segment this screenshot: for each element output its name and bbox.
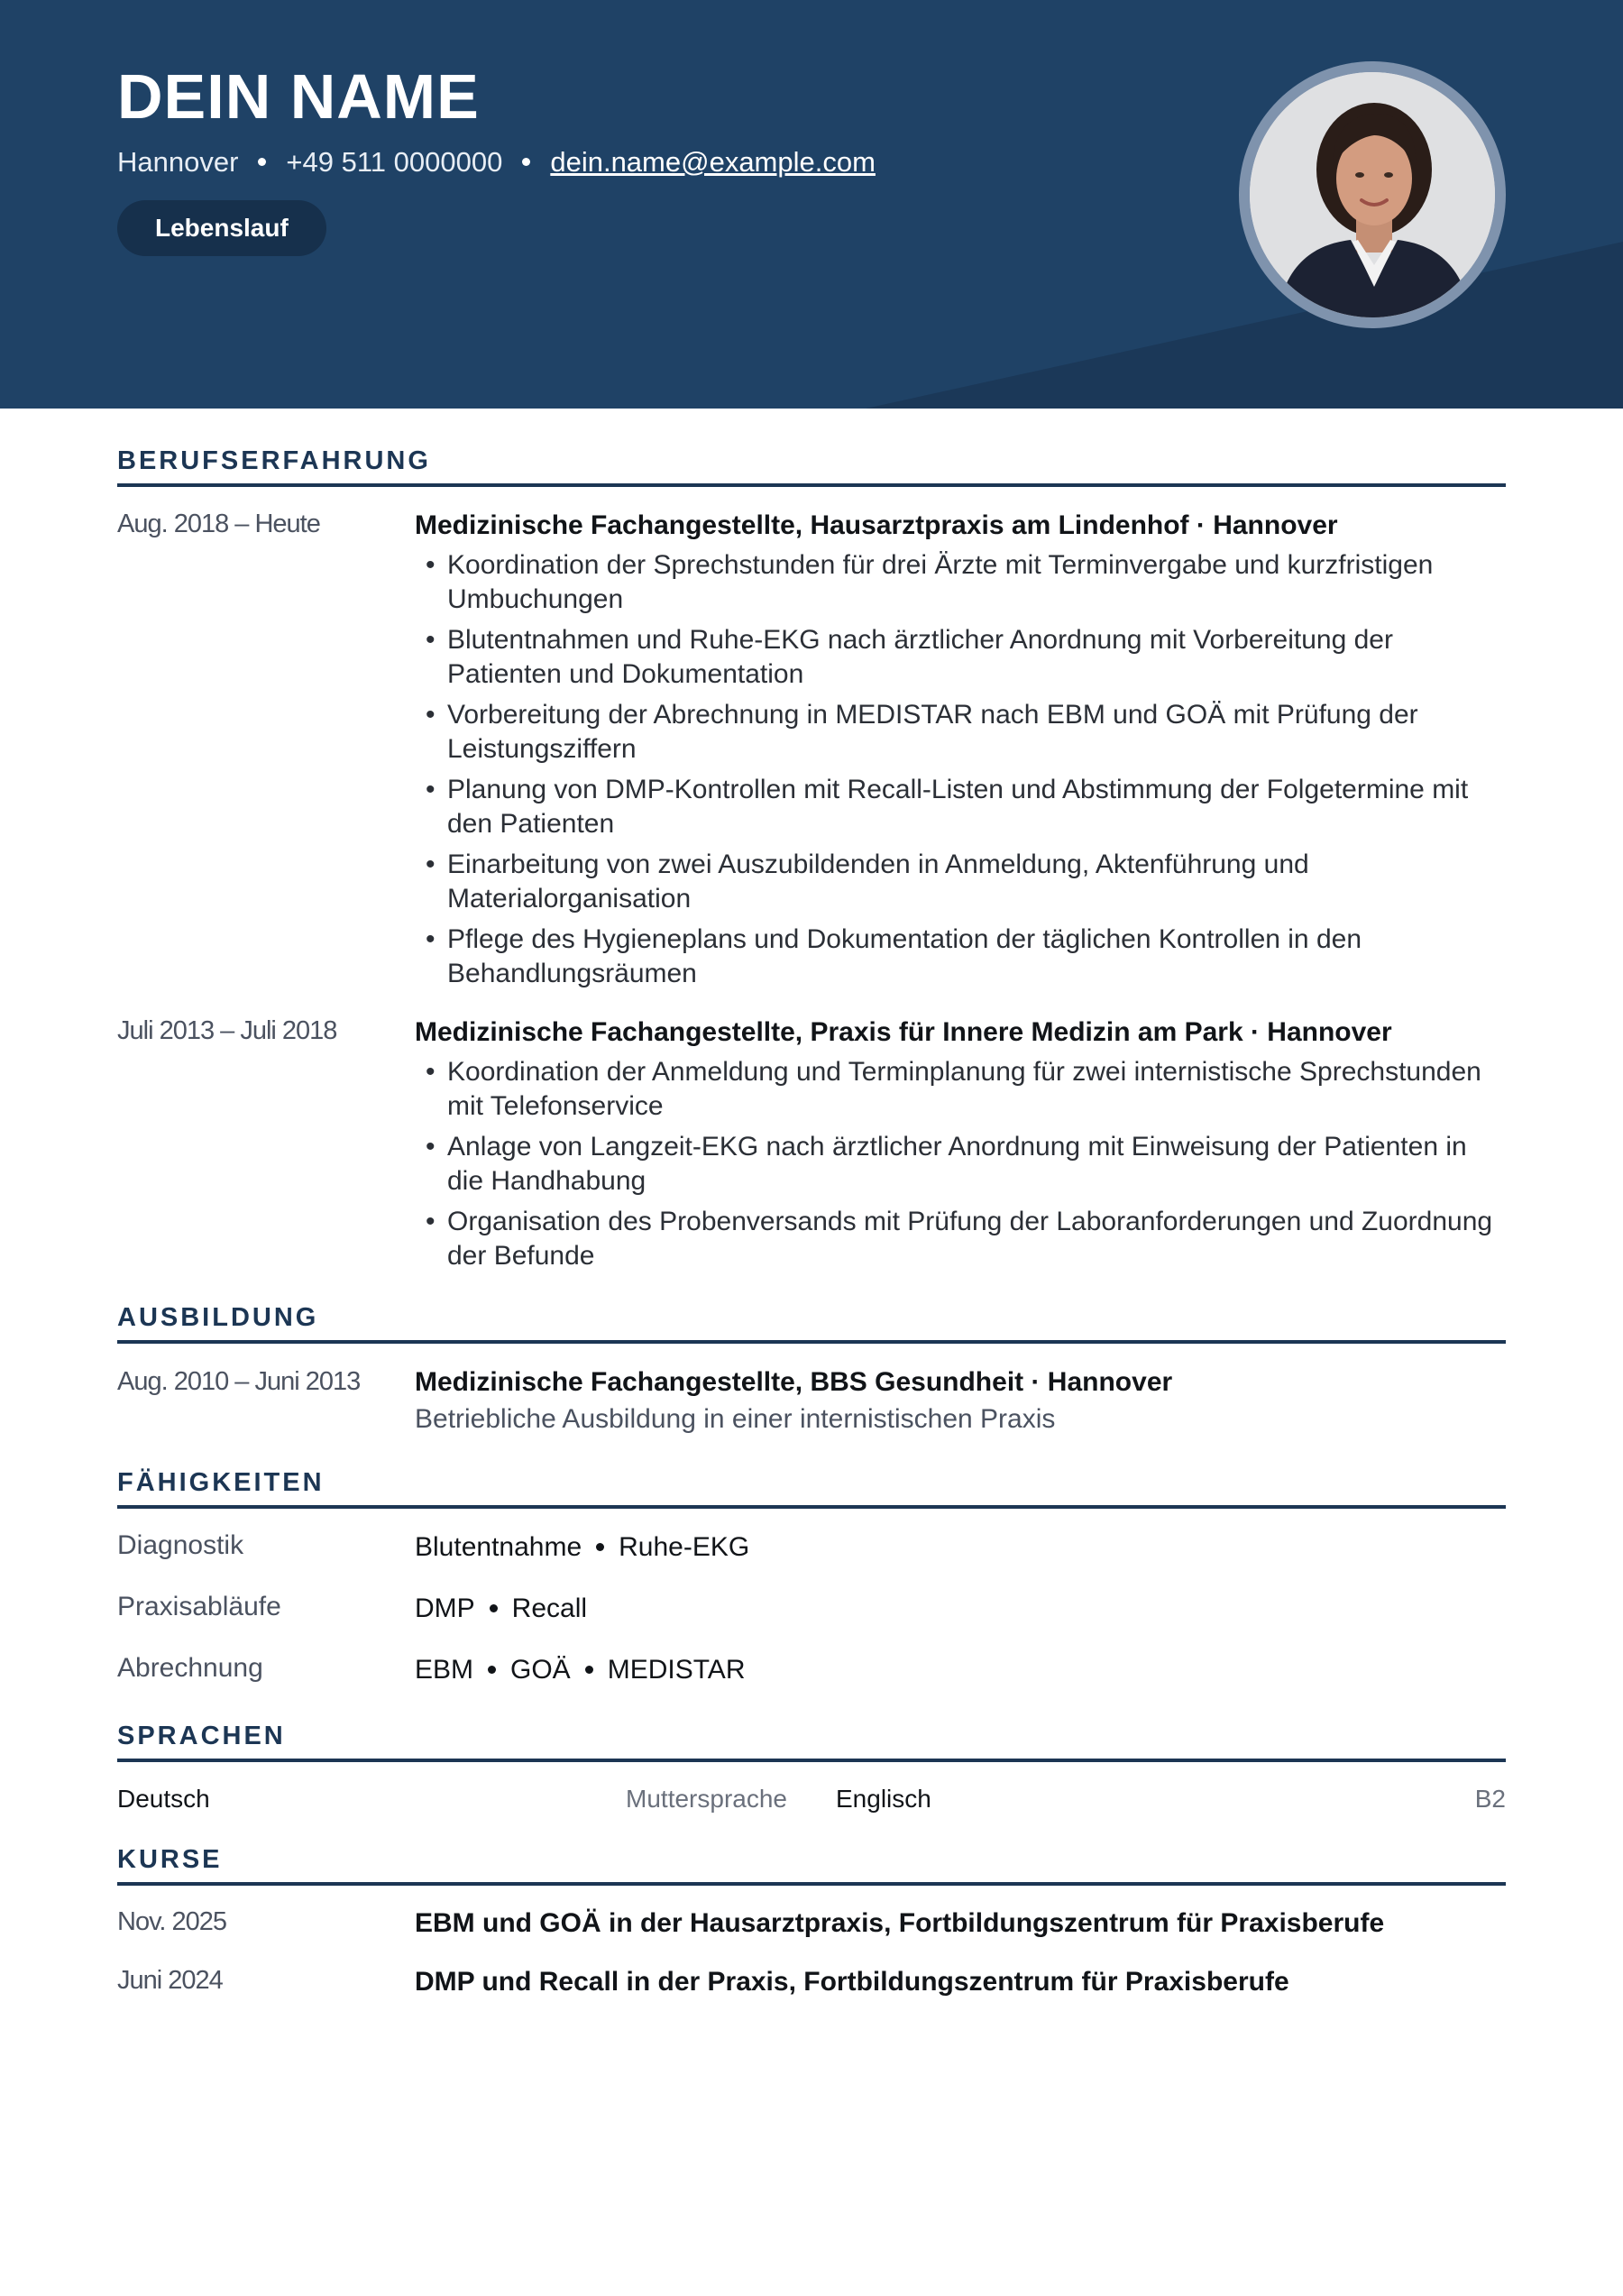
bullet-item: • Blutentnahmen und Ruhe-EKG nach ärztlicher Anordnung mit Vorbereitung der Patienten und Dokumentation <box>426 623 1499 692</box>
experience-1-date: Aug. 2018 – Heute <box>117 510 320 538</box>
bullet-item: • Einarbeitung von zwei Auszubildenden in Anmeldung, Aktenführung und Materialorganisation <box>426 848 1499 916</box>
course-date: Nov. 2025 <box>117 1907 227 1936</box>
language-level: Muttersprache <box>626 1785 787 1813</box>
skill-items <box>415 1530 749 1565</box>
language-name: Englisch <box>836 1785 931 1813</box>
contact-phone[interactable]: +49 511 0000000 <box>286 146 503 178</box>
document-type-badge: Lebenslauf <box>117 200 326 256</box>
bullet-item: • Organisation des Probenversands mit Prüfung der Laboranforderungen und Zuordnung der Befunde <box>426 1205 1499 1273</box>
section-rule <box>117 1340 1506 1344</box>
skill-category: Praxisabläufe <box>117 1592 281 1621</box>
bullet-item: • Koordination der Anmeldung und Terminplanung für zwei internistische Sprechstunden mit Telefonservice <box>426 1055 1499 1124</box>
contact-line <box>117 144 876 180</box>
skill-items <box>415 1592 587 1626</box>
separator-dot <box>488 1666 496 1674</box>
section-title-courses: KURSE <box>117 1845 223 1874</box>
experience-2-title: Medizinische Fachangestellte, Praxis für Innere Medizin am Park · Hannover <box>415 1017 1392 1047</box>
profile-photo <box>1250 72 1495 317</box>
section-title-education: AUSBILDUNG <box>117 1303 319 1332</box>
bullet-item: • Anlage von Langzeit-EKG nach ärztlicher Anordnung mit Einweisung der Patienten in die Handhabung <box>426 1130 1499 1199</box>
candidate-name: DEIN NAME <box>117 61 480 132</box>
skill-item: DMP <box>415 1593 475 1623</box>
education-date: Aug. 2010 – Juni 2013 <box>117 1367 361 1396</box>
education-subtitle: Betriebliche Ausbildung in einer internistischen Praxis <box>415 1404 1056 1434</box>
section-rule <box>117 483 1506 487</box>
language-level: B2 <box>1474 1785 1506 1813</box>
separator-dot <box>490 1604 498 1612</box>
skill-item: Recall <box>511 1593 588 1623</box>
skill-category: Abrechnung <box>117 1653 263 1683</box>
course-date: Juni 2024 <box>117 1966 223 1995</box>
course-title: DMP und Recall in der Praxis, Fortbildungszentrum für Praxisberufe <box>415 1967 1289 1997</box>
section-rule <box>117 1882 1506 1886</box>
contact-email-link[interactable]: dein.name@example.com <box>550 146 876 178</box>
language-name: Deutsch <box>117 1785 210 1813</box>
section-rule <box>117 1505 1506 1509</box>
separator-dot <box>258 158 266 166</box>
bullet-item: • Koordination der Sprechstunden für drei Ärzte mit Terminvergabe und kurzfristigen Umbuchungen <box>426 548 1499 617</box>
separator-dot <box>522 158 530 166</box>
skill-item: GOÄ <box>510 1655 571 1685</box>
skill-item: Blutentnahme <box>415 1532 582 1562</box>
portrait-illustration <box>1250 72 1495 317</box>
bullet-item: • Pflege des Hygieneplans und Dokumentation der täglichen Kontrollen in den Behandlungsräumen <box>426 923 1499 991</box>
section-title-languages: SPRACHEN <box>117 1722 286 1750</box>
education-title: Medizinische Fachangestellte, BBS Gesundheit · Hannover <box>415 1367 1173 1397</box>
experience-2-bullets <box>426 1055 1499 1280</box>
section-title-skills: FÄHIGKEITEN <box>117 1468 325 1497</box>
experience-1-bullets <box>426 548 1499 997</box>
skill-category: Diagnostik <box>117 1530 244 1560</box>
skill-item: EBM <box>415 1655 474 1685</box>
course-title: EBM und GOÄ in der Hausarztpraxis, Fortbildungszentrum für Praxisberufe <box>415 1908 1385 1938</box>
experience-1-title: Medizinische Fachangestellte, Hausarztpraxis am Lindenhof · Hannover <box>415 510 1338 540</box>
resume-header <box>0 0 1623 409</box>
bullet-item: • Vorbereitung der Abrechnung in MEDISTAR nach EBM und GOÄ mit Prüfung der Leistungsziffern <box>426 698 1499 767</box>
separator-dot <box>585 1666 593 1674</box>
skill-items <box>415 1653 746 1687</box>
experience-2-date: Juli 2013 – Juli 2018 <box>117 1016 337 1045</box>
bullet-item: • Planung von DMP-Kontrollen mit Recall-Listen und Abstimmung der Folgetermine mit den Patienten <box>426 773 1499 841</box>
separator-dot <box>596 1543 604 1551</box>
contact-city: Hannover <box>117 146 239 178</box>
skill-item: Ruhe-EKG <box>619 1532 750 1562</box>
skill-item: MEDISTAR <box>607 1655 746 1685</box>
section-rule <box>117 1759 1506 1762</box>
section-title-experience: BERUFSERFAHRUNG <box>117 446 431 475</box>
